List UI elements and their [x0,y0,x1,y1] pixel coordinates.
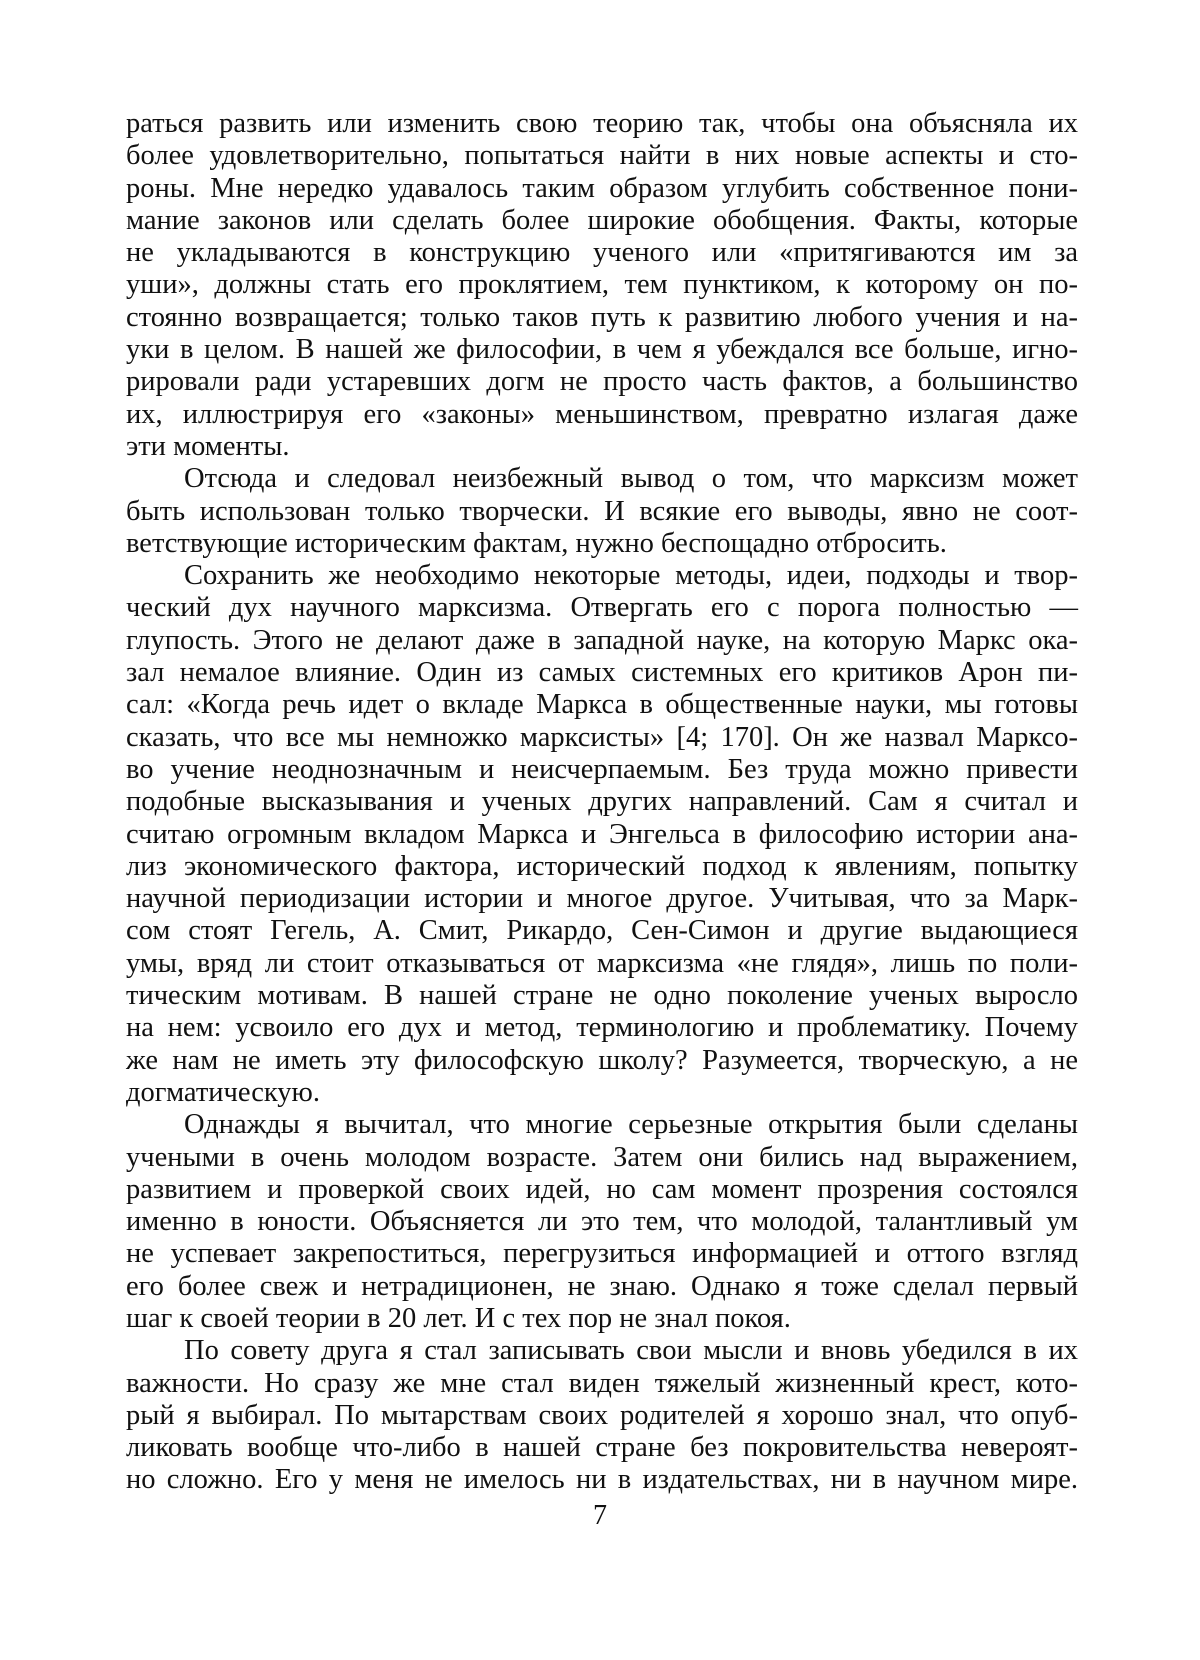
text-line: Отсюда и следовал неизбежный вывод о том, что марксизм может [184,463,1078,495]
text-line: рый я выбирал. По мытарствам своих родителей я хорошо знал, что опуб- [126,1399,1078,1431]
text-line: именно в юности. Объясняется ли это тем, что молодой, талантливый ум [126,1206,1078,1238]
text-line: догматическую. [126,1076,320,1108]
paragraph-1 [126,108,1078,463]
text-line: не укладываются в конструкцию ученого или «притягиваются им за [126,237,1078,269]
text-line: мание законов или сделать более широкие обобщения. Факты, которые [126,204,1078,236]
body-text [126,108,1078,1497]
text-line: эти моменты. [126,430,290,462]
text-line: же нам не иметь эту философскую школу? Разумеется, творческую, а не [126,1044,1078,1076]
text-line: ликовать вообще что-либо в нашей стране без покровительства невероят- [126,1432,1078,1464]
paragraph-3 [126,560,1078,1109]
paragraph-5 [126,1335,1078,1496]
text-line: важности. Но сразу же мне стал виден тяжелый жизненный крест, кото- [126,1367,1078,1399]
text-line: на нем: усвоило его дух и метод, терминологию и проблематику. Почему [126,1012,1078,1044]
text-line: сказать, что все мы немножко марксисты» [4; 170]. Он же назвал Марксо- [126,721,1078,753]
text-line: Сохранить же необходимо некоторые методы, идеи, подходы и твор- [184,560,1078,592]
text-line: быть использован только творчески. И всякие его выводы, явно не соот- [126,495,1078,527]
paragraph-2 [126,463,1078,560]
text-line: зал немалое влияние. Один из самых системных его критиков Арон пи- [126,657,1078,689]
text-line: более удовлетворительно, попытаться найти в них новые аспекты и сто- [126,140,1078,172]
text-line: его более свеж и нетрадиционен, не знаю. Однако я тоже сделал первый [126,1270,1078,1302]
text-line: умы, вряд ли стоит отказываться от марксизма «не глядя», лишь по поли- [126,947,1078,979]
text-line: рировали ради устаревших догм не просто часть фактов, а большинство [126,366,1078,398]
text-line: научной периодизации истории и многое другое. Учитывая, что за Марк- [126,883,1078,915]
text-line: считаю огромным вкладом Маркса и Энгельса в философию истории ана- [126,818,1078,850]
text-line: шаг к своей теории в 20 лет. И с тех пор не знал покоя. [126,1302,791,1334]
page-number: 7 [593,1500,607,1531]
text-line: развитием и проверкой своих идей, но сам момент прозрения состоялся [126,1173,1078,1205]
text-line: уши», должны стать его проклятием, тем пунктиком, к которому он по- [126,269,1078,301]
text-line: По совету друга я стал записывать свои мысли и вновь убедился в их [184,1335,1078,1367]
text-line: ветствующие историческим фактам, нужно беспощадно отбросить. [126,527,947,559]
text-line: учеными в очень молодом возрасте. Затем они бились над выражением, [126,1141,1078,1173]
text-line: сал: «Когда речь идет о вкладе Маркса в общественные науки, мы готовы [126,689,1078,721]
text-line: лиз экономического фактора, исторический подход к явлениям, попытку [126,850,1078,882]
text-line: но сложно. Его у меня не имелось ни в издательствах, ни в научном мире. [126,1464,1078,1496]
text-line: сом стоят Гегель, А. Смит, Рикардо, Сен-Симон и другие выдающиеся [126,915,1078,947]
paragraph-4 [126,1109,1078,1335]
text-line: раться развить или изменить свою теорию так, чтобы она объясняла их [126,108,1078,139]
text-line: их, иллюстрируя его «законы» меньшинством, превратно излагая даже [126,398,1078,430]
text-line: не успевает закрепоститься, перегрузиться информацией и оттого взгляд [126,1238,1078,1270]
text-line: уки в целом. В нашей же философии, в чем я убеждался все больше, игно- [126,334,1078,366]
text-line: стоянно возвращается; только таков путь к развитию любого учения и на- [126,301,1078,333]
text-line: подобные высказывания и ученых других направлений. Сам я считал и [126,786,1078,818]
text-line: глупость. Этого не делают даже в западной науке, на которую Маркс ока- [126,624,1078,656]
text-line: ческий дух научного марксизма. Отвергать его с порога полностью — [126,592,1078,624]
text-line: во учение неоднозначным и неисчерпаемым. Без труда можно привести [126,753,1078,785]
text-line: роны. Мне нередко удавалось таким образом углубить собственное пони- [126,172,1078,204]
text-line: тическим мотивам. В нашей стране не одно поколение ученых выросло [126,980,1078,1012]
text-line: Однажды я вычитал, что многие серьезные открытия были сделаны [184,1109,1078,1141]
